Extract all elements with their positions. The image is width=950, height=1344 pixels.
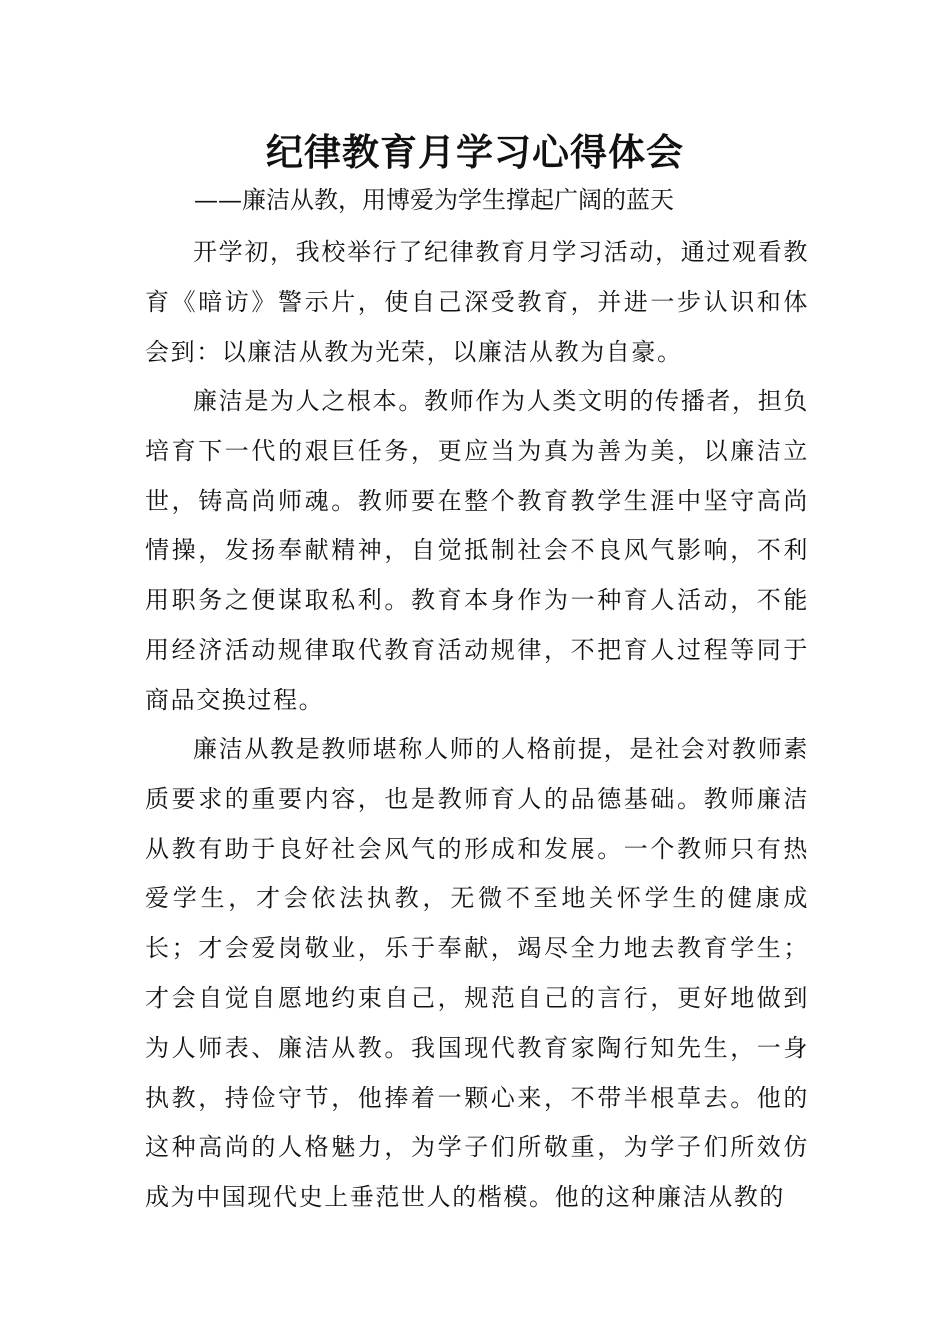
paragraph-2: 廉洁是为人之根本。教师作为人类文明的传播者，担负培育下一代的艰巨任务，更应当为真为善为美，以廉洁立世，铸高尚师魂。教师要在整个教育教学生涯中坚守高尚情操，发扬奉献精神，自觉抵制社会不良风气影响，不利用职务之便谋取私利。教育本身作为一种育人活动，不能用经济活动规律取代教育活动规律，不把育人过程等同于商品交换过程。 [145, 387, 809, 714]
document-title: 纪律教育月学习心得体会 [266, 130, 684, 174]
paragraph-1: 开学初，我校举行了纪律教育月学习活动，通过观看教育《暗访》警示片，使自己深受教育，并进一步认识和体会到：以廉洁从教为光荣，以廉洁从教为自豪。 [145, 238, 809, 366]
paragraph-3: 廉洁从教是教师堪称人师的人格前提，是社会对教师素质要求的重要内容，也是教师育人的品德基础。教师廉洁从教有助于良好社会风气的形成和发展。一个教师只有热爱学生，才会依法执教，无微不至地关怀学生的健康成长；才会爱岗敬业，乐于奉献，竭尽全力地去教育学生；才会自觉自愿地约束自己，规范自己的言行，更好地做到为人师表、廉洁从教。我国现代教育家陶行知先生，一身执教，持俭守节，他捧着一颗心来，不带半根草去。他的这种高尚的人格魅力，为学子们所敬重，为学子们所效仿成为中国现代史上垂范世人的楷模。他的这种廉洁从教的 [145, 735, 809, 1212]
document-subtitle: ——廉洁从教，用博爱为学生撑起广阔的蓝天 [194, 186, 674, 214]
